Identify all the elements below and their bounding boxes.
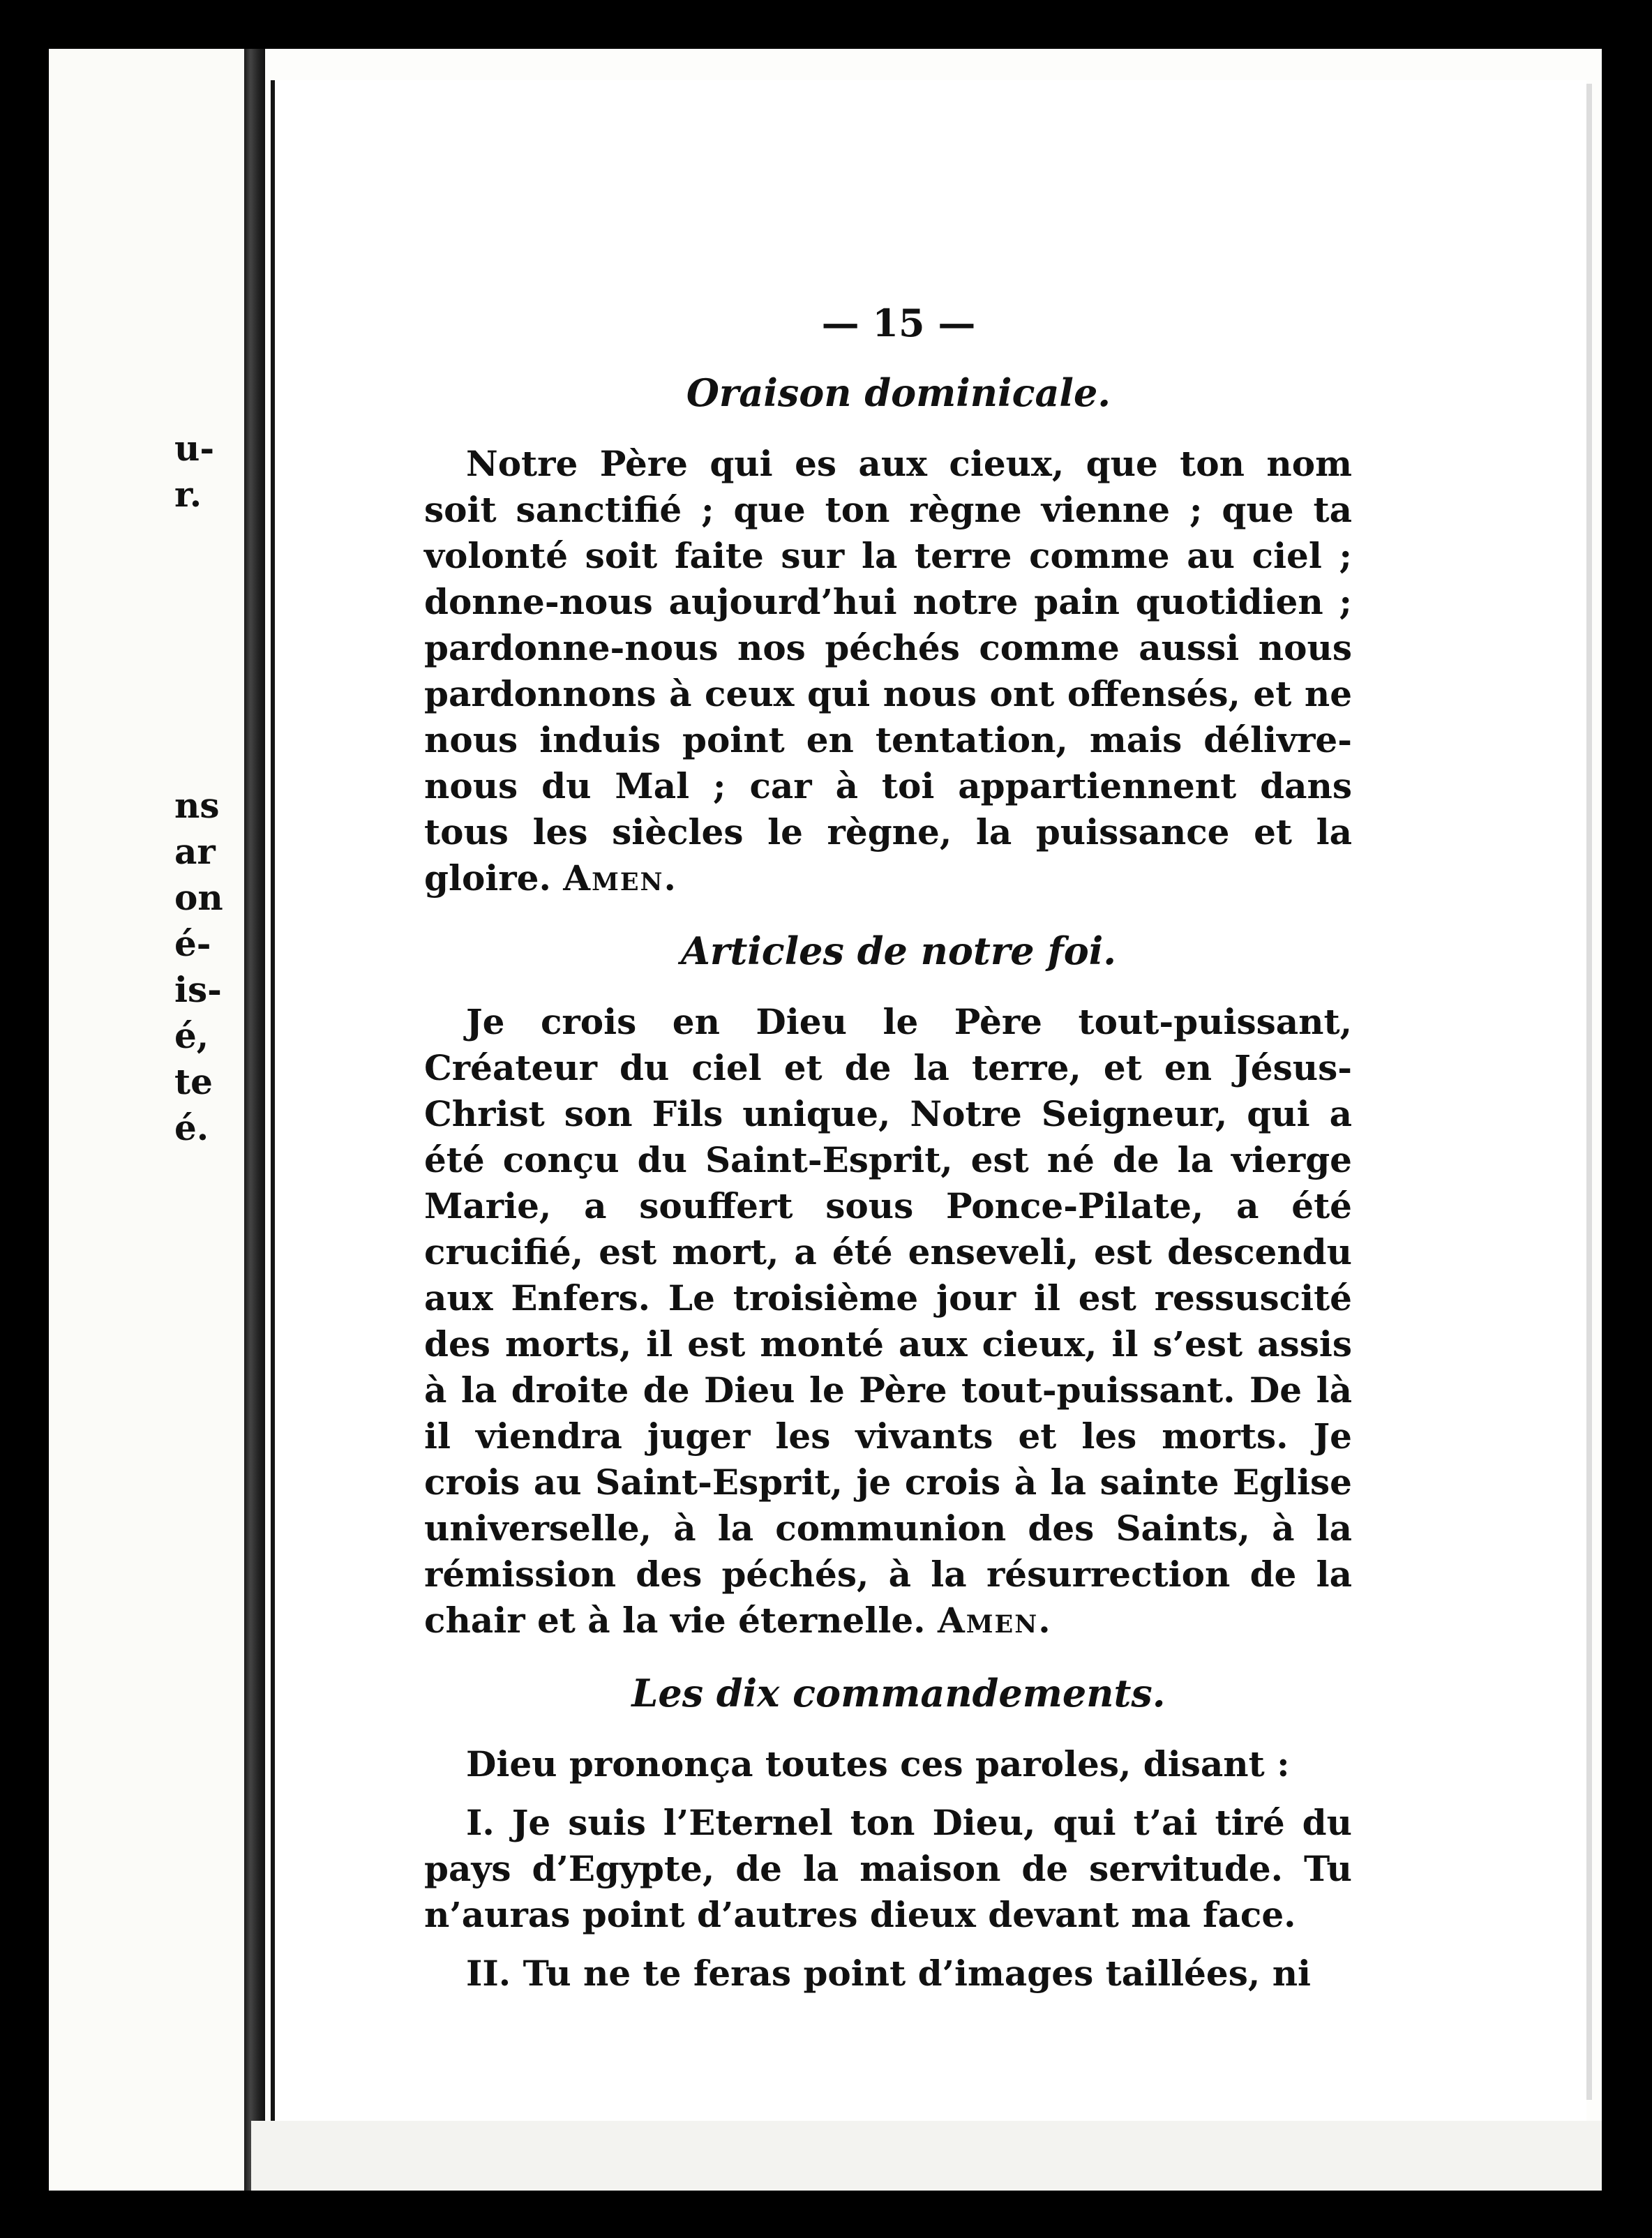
page-content bbox=[424, 300, 1352, 1997]
left-page-margin bbox=[49, 49, 251, 2191]
left-fragment: ns bbox=[174, 785, 220, 826]
left-page-text-fragments bbox=[174, 426, 244, 1151]
commandment-item: I. Je suis l’Eternel ton Dieu, qui t’ai tiré du pays d’Egypte, de la maison de servitude. Tu n’auras point d’autres dieux devant ma face. bbox=[424, 1802, 1352, 1935]
page-bottom-edge bbox=[251, 2121, 1602, 2191]
left-fragment: r. bbox=[174, 474, 202, 515]
lords-prayer-text: Notre Père qui es aux cieux, que ton nom soit sanctifié ; que ton règne vienne ; que ta volonté soit faite sur la terre comme au ciel ; donne-nous aujourd’hui notre pain quotidien ; pardonne-nous nos péchés comme aussi nous pardonnons à ceux qui nous ont offensés, et ne nous induis point en tentation, mais délivre-nous du Mal ; car à toi appartiennent dans tous les siècles le règne, la puissance et la gloire. Amen. bbox=[424, 443, 1352, 899]
left-fragment: é- bbox=[174, 923, 211, 964]
commandment-item: II. Tu ne te feras point d’images taillées, ni bbox=[466, 1953, 1312, 1994]
amen-word: Amen. bbox=[563, 857, 677, 899]
left-fragment: é, bbox=[174, 1015, 209, 1056]
section-title-creed: Articles de notre foi. bbox=[680, 929, 1117, 973]
section-title-lords-prayer: Oraison dominicale. bbox=[686, 370, 1111, 415]
left-fragment: u- bbox=[174, 428, 215, 469]
left-fragment: is- bbox=[174, 969, 222, 1010]
commandments-intro: Dieu prononça toutes ces paroles, disant : bbox=[466, 1743, 1290, 1785]
page-number: — 15 — bbox=[821, 301, 976, 345]
left-fragment: ar bbox=[174, 831, 216, 872]
creed-text: Je crois en Dieu le Père tout-puissant, Créateur du ciel et de la terre, et en Jésus-Christ son Fils unique, Notre Seigneur, qui a été conçu du Saint-Esprit, est né de la vierge Marie, a souffert sous Ponce-Pilate, a été crucifié, est mort, a été enseveli, est descendu aux Enfers. Le troisième jour il est ressuscité des morts, il est monté aux cieux, il s’est assis à la droite de Dieu le Père tout-puissant. De là il viendra juger les vivants et les morts. Je crois au Saint-Esprit, je crois à la sainte Eglise universelle, à la communion des Saints, à la rémission des péchés, à la résurrection de la chair et à la vie éternelle. Amen. bbox=[424, 1001, 1352, 1641]
section-title-commandments: Les dix commandements. bbox=[631, 1671, 1166, 1715]
left-fragment: te bbox=[174, 1061, 213, 1102]
left-fragment: on bbox=[174, 877, 223, 918]
amen-word: Amen. bbox=[937, 1600, 1052, 1641]
left-fragment: é. bbox=[174, 1107, 209, 1148]
book-gutter bbox=[244, 49, 265, 2191]
page-edge bbox=[1586, 84, 1592, 2100]
